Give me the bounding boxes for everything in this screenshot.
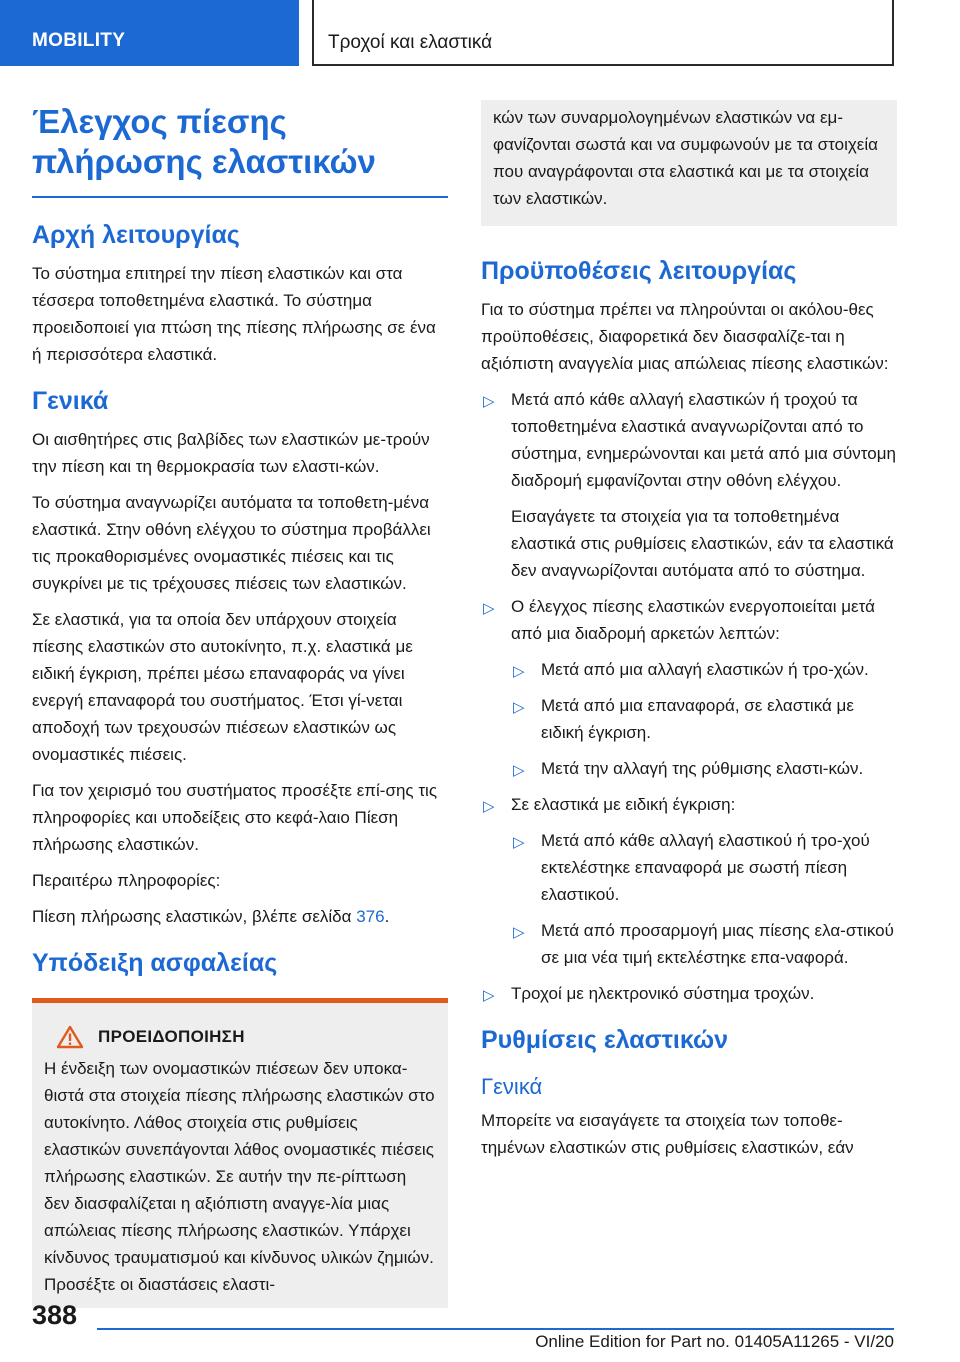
sub-list (511, 656, 897, 782)
chapter-title: Τροχοί και ελαστικά (328, 32, 493, 53)
heading-requirements: Προϋποθέσεις λειτουργίας (481, 257, 797, 285)
sub-list (511, 827, 897, 971)
paragraph: Σε ελαστικά, για τα οποία δεν υπάρχουν στοιχεία πίεσης ελαστικών στο αυτοκίνητο, π.χ. ελαστικά με ειδική έγκριση, πρέπει μέσω επαναφοράς να γίνει ενεργή επαναφορά του συστήματος. Έτσι γί-νεται αποδοχή των τρεχουσών πιέσεων ελαστικών ως ονομαστικές πιέσεις. (32, 610, 413, 764)
triangle-right-icon: ▷ (483, 987, 495, 1004)
list-item (481, 791, 897, 971)
triangle-right-icon: ▷ (513, 762, 525, 779)
list-item-text: Τροχοί με ηλεκτρονικό σύστημα τροχών. (511, 984, 815, 1003)
reference-text: Πίεση πλήρωσης ελαστικών, βλέπε σελίδα (32, 907, 357, 926)
warning-box (32, 1003, 448, 1308)
left-column (32, 102, 448, 1308)
paragraph: Για τον χειρισμό του συστήματος προσέξτε επί-σης τις πληροφορίες και υποδείξεις στο κεφά-λαιο Πίεση πλήρωσης ελαστικών. (32, 781, 438, 854)
paragraph: Περαιτέρω πληροφορίες: (32, 871, 221, 890)
section-general (32, 386, 448, 930)
requirements-list (481, 386, 897, 1007)
header-rule-end (892, 0, 894, 66)
list-item-text: Μετά από μια επαναφορά, σε ελαστικά με ειδική έγκριση. (541, 696, 854, 742)
list-item (511, 692, 897, 746)
header-rule (312, 64, 894, 66)
paragraph: Το σύστημα αναγνωρίζει αυτόματα τα τοποθετη-μένα ελαστικά. Στην οθόνη ελέγχου το σύστημα προβάλλει τις προκαθορισμένες ονομαστικές πιέσεις και τις συγκρίνει με τις τρέχουσες πιέσεις των ελαστικών. (32, 493, 431, 593)
list-item (511, 827, 897, 908)
section-tire-settings (481, 1025, 897, 1161)
section-principle (32, 220, 448, 368)
section-safety (32, 948, 448, 1308)
list-item-text: Μετά από προσαρμογή μιας πίεσης ελα-στικού σε μια νέα τιμή εκτελέστηκε επα-ναφορά. (541, 921, 894, 967)
triangle-right-icon: ▷ (513, 924, 525, 941)
warning-continuation-box (481, 100, 897, 226)
list-item-text: Μετά από μια αλλαγή ελαστικών ή τρο-χών. (541, 660, 869, 679)
page-header (0, 0, 960, 66)
list-item-text: Σε ελαστικά με ειδική έγκριση: (511, 795, 736, 814)
triangle-right-icon: ▷ (483, 600, 495, 617)
warning-text: Η ένδειξη των ονομαστικών πιέσεων δεν υποκα-θιστά στα στοιχεία πίεσης πλήρωσης ελαστικών στο αυτοκίνητο. Λάθος στοιχεία στις ρυθμίσεις ελαστικών συνεπάγονται λάθος ονομαστικές πιέσεις πλήρωσης ελαστικών. Σε αυτήν την πε-ρίπτωση δεν διασφαλίζεται η αξιόπιστη αναγγε-λία μιας απώλειας πίεσης πλήρωσης ελαστικών. Υπάρχει κίνδυνος τραυματισμού και κίνδυνος υλικών ζημιών. Προσέξτε οι διαστάσεις ελαστι- (44, 1059, 435, 1294)
subheading-general: Γενικά (481, 1074, 543, 1099)
heading-safety: Υπόδειξη ασφαλείας (32, 949, 278, 977)
title-rule (32, 196, 448, 198)
list-item-text: Εισαγάγετε τα στοιχεία για τα τοποθετημένα ελαστικά στις ρυθμίσεις ελαστικών, εάν τα ελαστικά δεν αναγνωρίζονται αυτόματα από το σύστημα. (511, 507, 894, 580)
warning-continuation-text: κών των συναρμολογημένων ελαστικών να εμ-φανίζονται σωστά και να συμφωνούν με τα στοιχεία που αναγράφονται στα ελαστικά και με τα στοιχεία των ελαστικών. (493, 108, 878, 208)
page-link[interactable]: 376 (356, 907, 385, 926)
reference-end: . (384, 907, 390, 926)
footer-rule (97, 1328, 894, 1330)
list-item (511, 755, 897, 782)
list-item (481, 386, 897, 584)
edition-text: Online Edition for Part no. 01405A11265 - VI/20 (535, 1332, 894, 1351)
list-item (481, 980, 897, 1007)
heading-principle: Αρχή λειτουργίας (32, 221, 240, 249)
paragraph: Οι αισθητήρες στις βαλβίδες των ελαστικών με-τρούν την πίεση και τη θερμοκρασία των ελαστι-κών. (32, 430, 430, 476)
header-divider (312, 0, 314, 66)
warning-triangle-icon (56, 1025, 84, 1049)
list-item-text: Μετά από κάθε αλλαγή ελαστικών ή τροχού τα τοποθετημένα ελαστικά αναγνωρίζονται από το σύστημα, ενημερώνονται και μετά από μια σύντομη διαδρομή εμφανίζονται στην οθόνη ελέγχου. (511, 390, 896, 490)
paragraph-reference (32, 903, 448, 930)
list-item (511, 656, 897, 683)
list-item (481, 593, 897, 782)
triangle-right-icon: ▷ (483, 393, 495, 410)
section-tab[interactable]: MOBILITY (0, 0, 299, 66)
triangle-right-icon: ▷ (513, 699, 525, 716)
list-item-text: Ο έλεγχος πίεσης ελαστικών ενεργοποιείται μετά από μια διαδρομή αρκετών λεπτών: (511, 597, 875, 643)
page-number: 388 (32, 1300, 78, 1330)
page-footer (0, 1290, 960, 1362)
list-item (511, 917, 897, 971)
paragraph: Το σύστημα επιτηρεί την πίεση ελαστικών και στα τέσσερα τοποθετημένα ελαστικά. Το σύστημα προειδοποιεί για πτώση της πίεσης πλήρωσης σε ένα ή περισσότερα ελαστικά. (32, 264, 436, 364)
list-item-text: Μετά την αλλαγή της ρύθμισης ελαστι-κών. (541, 759, 864, 778)
triangle-right-icon: ▷ (513, 834, 525, 851)
section-requirements (481, 256, 897, 1007)
page-title: Έλεγχος πίεσης πλήρωσης ελαστικών (32, 103, 376, 180)
triangle-right-icon: ▷ (483, 798, 495, 815)
paragraph: Για το σύστημα πρέπει να πληρούνται οι ακόλου-θες προϋποθέσεις, διαφορετικά δεν διασφαλίζε-ται η αξιόπιστη αναγγελία μιας απώλειας πίεσης ελαστικών: (481, 300, 889, 373)
warning-header (44, 1025, 436, 1049)
list-item-text: Μετά από κάθε αλλαγή ελαστικού ή τρο-χού εκτελέστηκε επαναφορά με σωστή πίεση ελαστικού. (541, 831, 870, 904)
triangle-right-icon: ▷ (513, 663, 525, 680)
paragraph: Μπορείτε να εισαγάγετε τα στοιχεία των τοποθε-τημένων ελαστικών στις ρυθμίσεις ελαστικών, εάν (481, 1111, 854, 1157)
heading-tire-settings: Ρυθμίσεις ελαστικών (481, 1026, 729, 1054)
right-column (481, 100, 897, 1170)
heading-general: Γενικά (32, 387, 109, 415)
warning-title: ΠΡΟΕΙΔΟΠΟΙΗΣΗ (98, 1027, 245, 1046)
